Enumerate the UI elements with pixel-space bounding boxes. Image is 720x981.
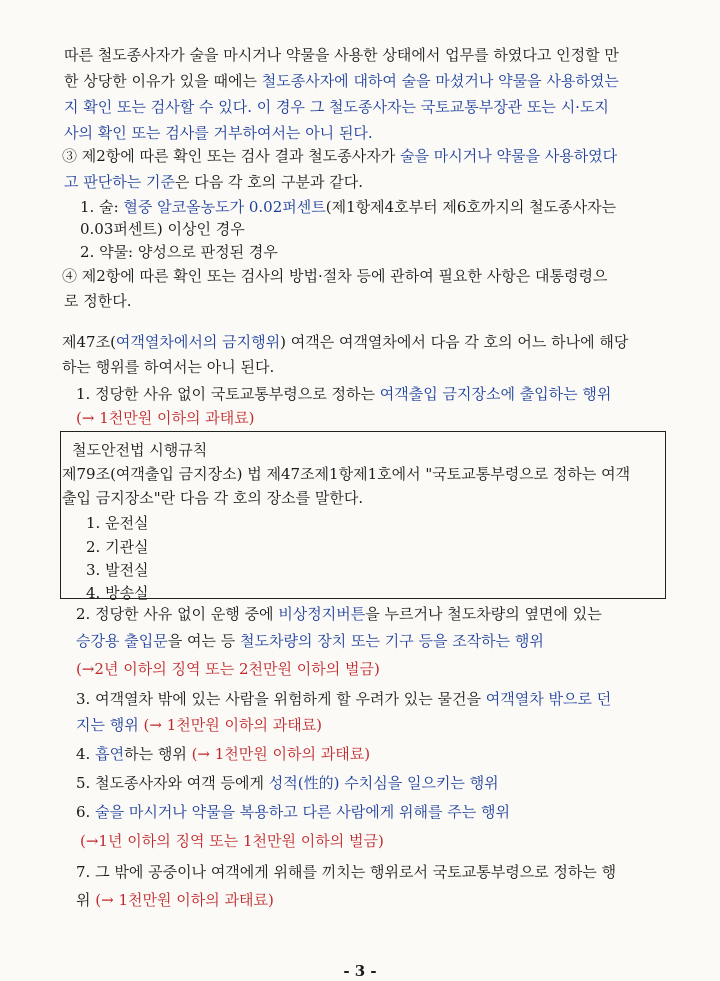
text-line: 승강용 출입문을 여는 등 철도차량의 장치 또는 기구 등을 조작하는 행위 (76, 632, 544, 650)
text-line: ④ 제2항에 따른 확인 또는 검사의 방법·절차 등에 관하여 필요한 사항은 대통령령으 (62, 267, 608, 285)
penalty-note: (→ 1천만원 이하의 과태료) (76, 409, 255, 427)
list-item: 5. 철도종사자와 여객 등에게 성적(性的) 수치심을 일으키는 행위 (76, 774, 499, 792)
text-line: ③ 제2항에 따른 확인 또는 검사 결과 철도종사자가 술을 마시거나 약물을 사용하였다 (62, 147, 618, 165)
article-heading: 제47조(여객열차에서의 금지행위) 여객은 여객열차에서 다음 각 호의 어느 하나에 해당 (62, 333, 629, 351)
text-line: 지는 행위 (→ 1천만원 이하의 과태료) (76, 716, 323, 734)
penalty-note: (→1년 이하의 징역 또는 1천만원 이하의 벌금) (80, 832, 384, 850)
list-item: 1. 술: 혈중 알코올농도가 0.02퍼센트(제1항제4호부터 제6호까지의 철도종사자는 (80, 198, 617, 216)
box-list-item: 2. 기관실 (86, 538, 149, 556)
text-line: 0.03퍼센트) 이상인 경우 (80, 220, 245, 238)
box-text: 출입 금지장소"란 다음 각 호의 장소를 말한다. (62, 489, 364, 507)
box-title: 철도안전법 시행규칙 (72, 441, 208, 459)
list-item: 3. 여객열차 밖에 있는 사람을 위험하게 할 우려가 있는 물건을 여객열차 밖으로 던 (76, 690, 612, 708)
list-item: 2. 약물: 양성으로 판정된 경우 (80, 243, 278, 261)
box-text: 제79조(여객출입 금지장소) 법 제47조제1항제1호에서 "국토교통부령으로 정하는 여객 (62, 465, 631, 483)
penalty-note: (→2년 이하의 징역 또는 2천만원 이하의 벌금) (76, 660, 380, 678)
highlight-blue: 철도종사자에 대하여 술을 마셨거나 약물을 사용하였는 (261, 72, 619, 90)
text-line: 지 확인 또는 검사할 수 있다. 이 경우 그 철도종사자는 국토교통부장관 또는 시·도지 (64, 98, 609, 116)
text-line: 하는 행위를 하여서는 아니 된다. (62, 358, 275, 376)
list-item: 6. 술을 마시거나 약물을 복용하고 다른 사람에게 위해를 주는 행위 (76, 803, 510, 821)
page-number: - 3 - (343, 962, 377, 980)
list-item: 1. 정당한 사유 없이 국토교통부령으로 정하는 여객출입 금지장소에 출입하는 행위 (76, 385, 612, 403)
box-list-item: 1. 운전실 (86, 514, 149, 532)
list-item: 4. 흡연하는 행위 (→ 1천만원 이하의 과태료) (76, 745, 371, 763)
list-item: 7. 그 밖에 공중이나 여객에게 위해를 끼치는 행위로서 국토교통부령으로 정하는 행 (76, 863, 617, 881)
text-line: 로 정한다. (64, 292, 132, 310)
text-line: 사의 확인 또는 검사를 거부하여서는 아니 된다. (64, 124, 373, 142)
text-line: 따른 철도종사자가 술을 마시거나 약물을 사용한 상태에서 업무를 하였다고 인정할 만 (64, 46, 619, 64)
box-list-item: 3. 발전실 (86, 561, 149, 579)
text-line: 고 판단하는 기준은 다음 각 호의 구분과 같다. (64, 173, 363, 191)
text-line: 한 상당한 이유가 있을 때에는 철도종사자에 대하여 술을 마셨거나 약물을 사용하였는 (64, 72, 619, 90)
box-list-item: 4. 방송실 (86, 584, 149, 602)
list-item: 2. 정당한 사유 없이 운행 중에 비상정지버튼을 누르거나 철도차량의 옆면에 있는 (76, 605, 602, 623)
text-line: 위 (→ 1천만원 이하의 과태료) (76, 891, 274, 909)
